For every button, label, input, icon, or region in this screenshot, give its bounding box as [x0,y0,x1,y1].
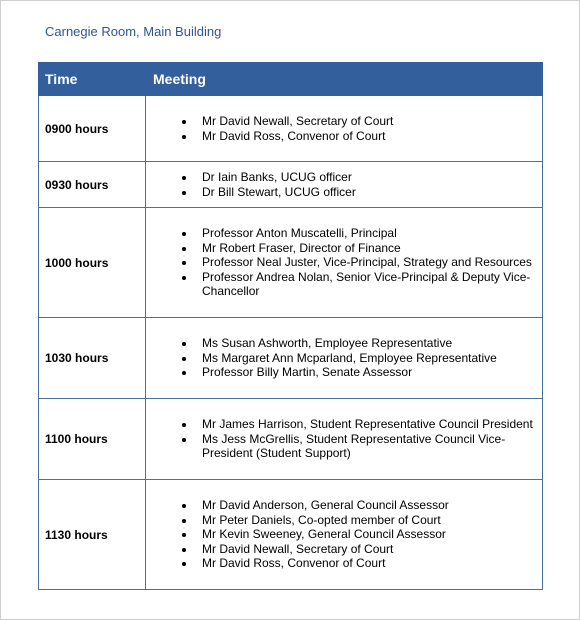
attendee-item: • Mr Peter Daniels, Co-opted member of Court [196,513,542,528]
attendee-item: • Professor Andrea Nolan, Senior Vice-Principal & Deputy Vice-Chancellor [196,270,542,299]
attendee-item: • Dr Bill Stewart, UCUG officer [196,185,542,200]
meeting-schedule-table [38,62,543,590]
time-cell: 1000 hours [39,208,146,318]
attendee-item: • Ms Margaret Ann Mcparland, Employee Representative [196,351,542,366]
attendee-item: • Mr David Newall, Secretary of Court [196,114,542,129]
time-cell: 0930 hours [39,162,146,208]
table-row [39,96,543,162]
time-cell: 1030 hours [39,318,146,399]
attendees-cell [146,318,543,399]
attendee-list [146,417,542,461]
attendee-item: • Mr James Harrison, Student Representative Council President [196,417,542,432]
attendee-item: • Ms Jess McGrellis, Student Representative Council Vice-President (Student Support) [196,432,542,461]
attendee-item: • Professor Neal Juster, Vice-Principal, Strategy and Resources [196,255,542,270]
attendee-list [146,336,542,380]
attendees-cell [146,399,543,480]
table-row [39,162,543,208]
attendee-item: • Mr Robert Fraser, Director of Finance [196,241,542,256]
attendee-item: • Professor Anton Muscatelli, Principal [196,226,542,241]
time-cell: 1100 hours [39,399,146,480]
attendee-item: • Dr Iain Banks, UCUG officer [196,170,542,185]
attendee-item: • Mr David Newall, Secretary of Court [196,542,542,557]
attendees-cell [146,208,543,318]
time-cell: 1130 hours [39,480,146,590]
attendee-item: • Mr David Ross, Convenor of Court [196,129,542,144]
location-heading: Carnegie Room, Main Building [45,24,222,39]
attendee-item: • Mr David Ross, Convenor of Court [196,556,542,571]
attendee-item: • Mr Kevin Sweeney, General Council Assessor [196,527,542,542]
table-row [39,318,543,399]
attendees-cell [146,162,543,208]
table-row [39,399,543,480]
attendees-cell [146,480,543,590]
attendee-item: • Professor Billy Martin, Senate Assessor [196,365,542,380]
attendee-list [146,170,542,199]
attendee-list [146,498,542,571]
attendee-list [146,114,542,143]
attendees-cell [146,96,543,162]
table-row [39,208,543,318]
attendee-item: • Ms Susan Ashworth, Employee Representative [196,336,542,351]
meeting-column-header: Meeting [146,63,543,96]
table-header-row [39,63,543,96]
table-row [39,480,543,590]
attendee-list [146,226,542,299]
attendee-item: • Mr David Anderson, General Council Assessor [196,498,542,513]
time-cell: 0900 hours [39,96,146,162]
time-column-header: Time [39,63,146,96]
